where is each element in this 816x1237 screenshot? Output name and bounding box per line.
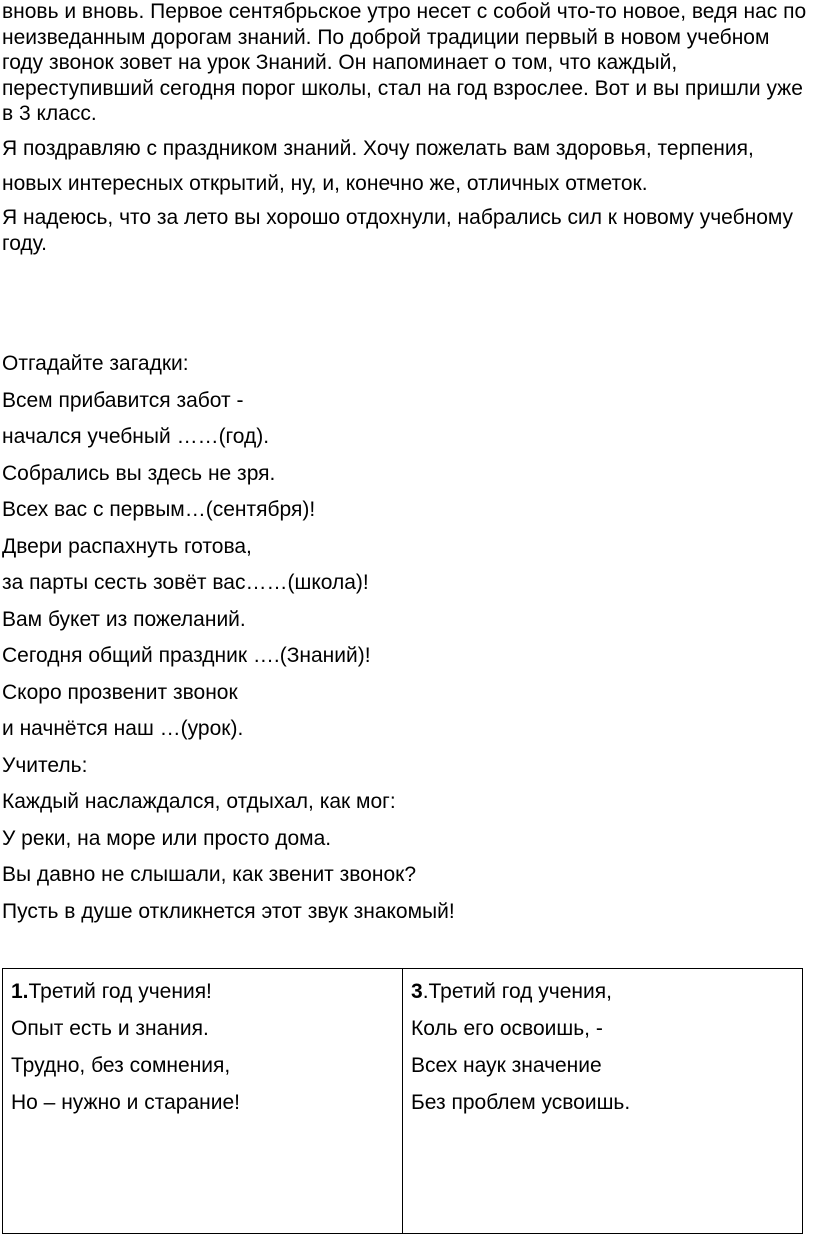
riddle-line: Собрались вы здесь не зря. <box>2 461 276 485</box>
poem-line: Коль его освоишь, - <box>411 1017 603 1040</box>
intro-text <box>2 0 808 265</box>
riddle-line: Вам букет из пожеланий. <box>2 607 246 631</box>
riddle-line: Всех вас с первым…(сентября)! <box>2 498 316 521</box>
poem-line: Без проблем усвоишь. <box>411 1091 631 1114</box>
riddle-line: Сегодня общий праздник ….(Знаний)! <box>2 644 371 667</box>
poem-number: 1. <box>11 980 29 1003</box>
intro-paragraph-2: Я поздравляю с праздником знаний. Хочу пожелать вам здоровья, терпения, <box>2 136 754 160</box>
poem-line: Всех наук значение <box>411 1054 602 1077</box>
poem-first-line: Третий год учения! <box>28 980 212 1003</box>
poem-line: Трудно, без сомнения, <box>11 1054 231 1077</box>
poem-cell-3 <box>403 969 802 1233</box>
riddle-line: за парты сесть зовёт вас……(школа)! <box>2 571 369 594</box>
riddle-line: Скоро прозвенит звонок <box>2 680 238 704</box>
riddle-line: Всем прибавится забот - <box>2 388 244 412</box>
poem-line <box>11 979 394 1016</box>
poem-first-line: .Третий год учения, <box>422 980 612 1003</box>
riddle-line: Двери распахнуть готова, <box>2 534 252 558</box>
riddles-section <box>2 351 808 935</box>
teacher-label: Учитель: <box>2 753 88 777</box>
intro-paragraph-4: Я надеюсь, что за лето вы хорошо отдохнули, набрались сил к новому учебному году. <box>2 206 794 255</box>
poem-table <box>2 968 803 1234</box>
riddle-line: и начнётся наш …(урок). <box>2 717 244 740</box>
teacher-line: Пусть в душе откликнется этот звук знакомый! <box>2 899 455 923</box>
poem-line <box>411 979 794 1016</box>
intro-paragraph-3: новых интересных открытий, ну, и, конечно же, отличных отметок. <box>2 171 648 195</box>
poem-cell-1 <box>3 969 403 1233</box>
poem-line: Опыт есть и знания. <box>11 1017 209 1040</box>
teacher-line: Каждый наслаждался, отдыхал, как мог: <box>2 790 396 813</box>
riddles-heading: Отгадайте загадки: <box>2 352 189 375</box>
teacher-line: У реки, на море или просто дома. <box>2 826 332 850</box>
teacher-line: Вы давно не слышали, как звенит звонок? <box>2 863 417 886</box>
poem-line: Но – нужно и старание! <box>11 1091 241 1114</box>
intro-paragraph-1: вновь и вновь. Первое сентябрьское утро несет с собой что-то новое, ведя нас по неизведанным дорогам знаний. По доброй традиции первый в новом учебном году звонок зовет на урок Знаний. Он напоминает о том, что каждый, переступивший сегодня порог школы, стал на год взрослее. Вот и вы пришли уже в 3 класс. <box>2 0 807 126</box>
poem-number: 3 <box>411 980 423 1003</box>
riddle-line: начался учебный ……(год). <box>2 425 270 448</box>
